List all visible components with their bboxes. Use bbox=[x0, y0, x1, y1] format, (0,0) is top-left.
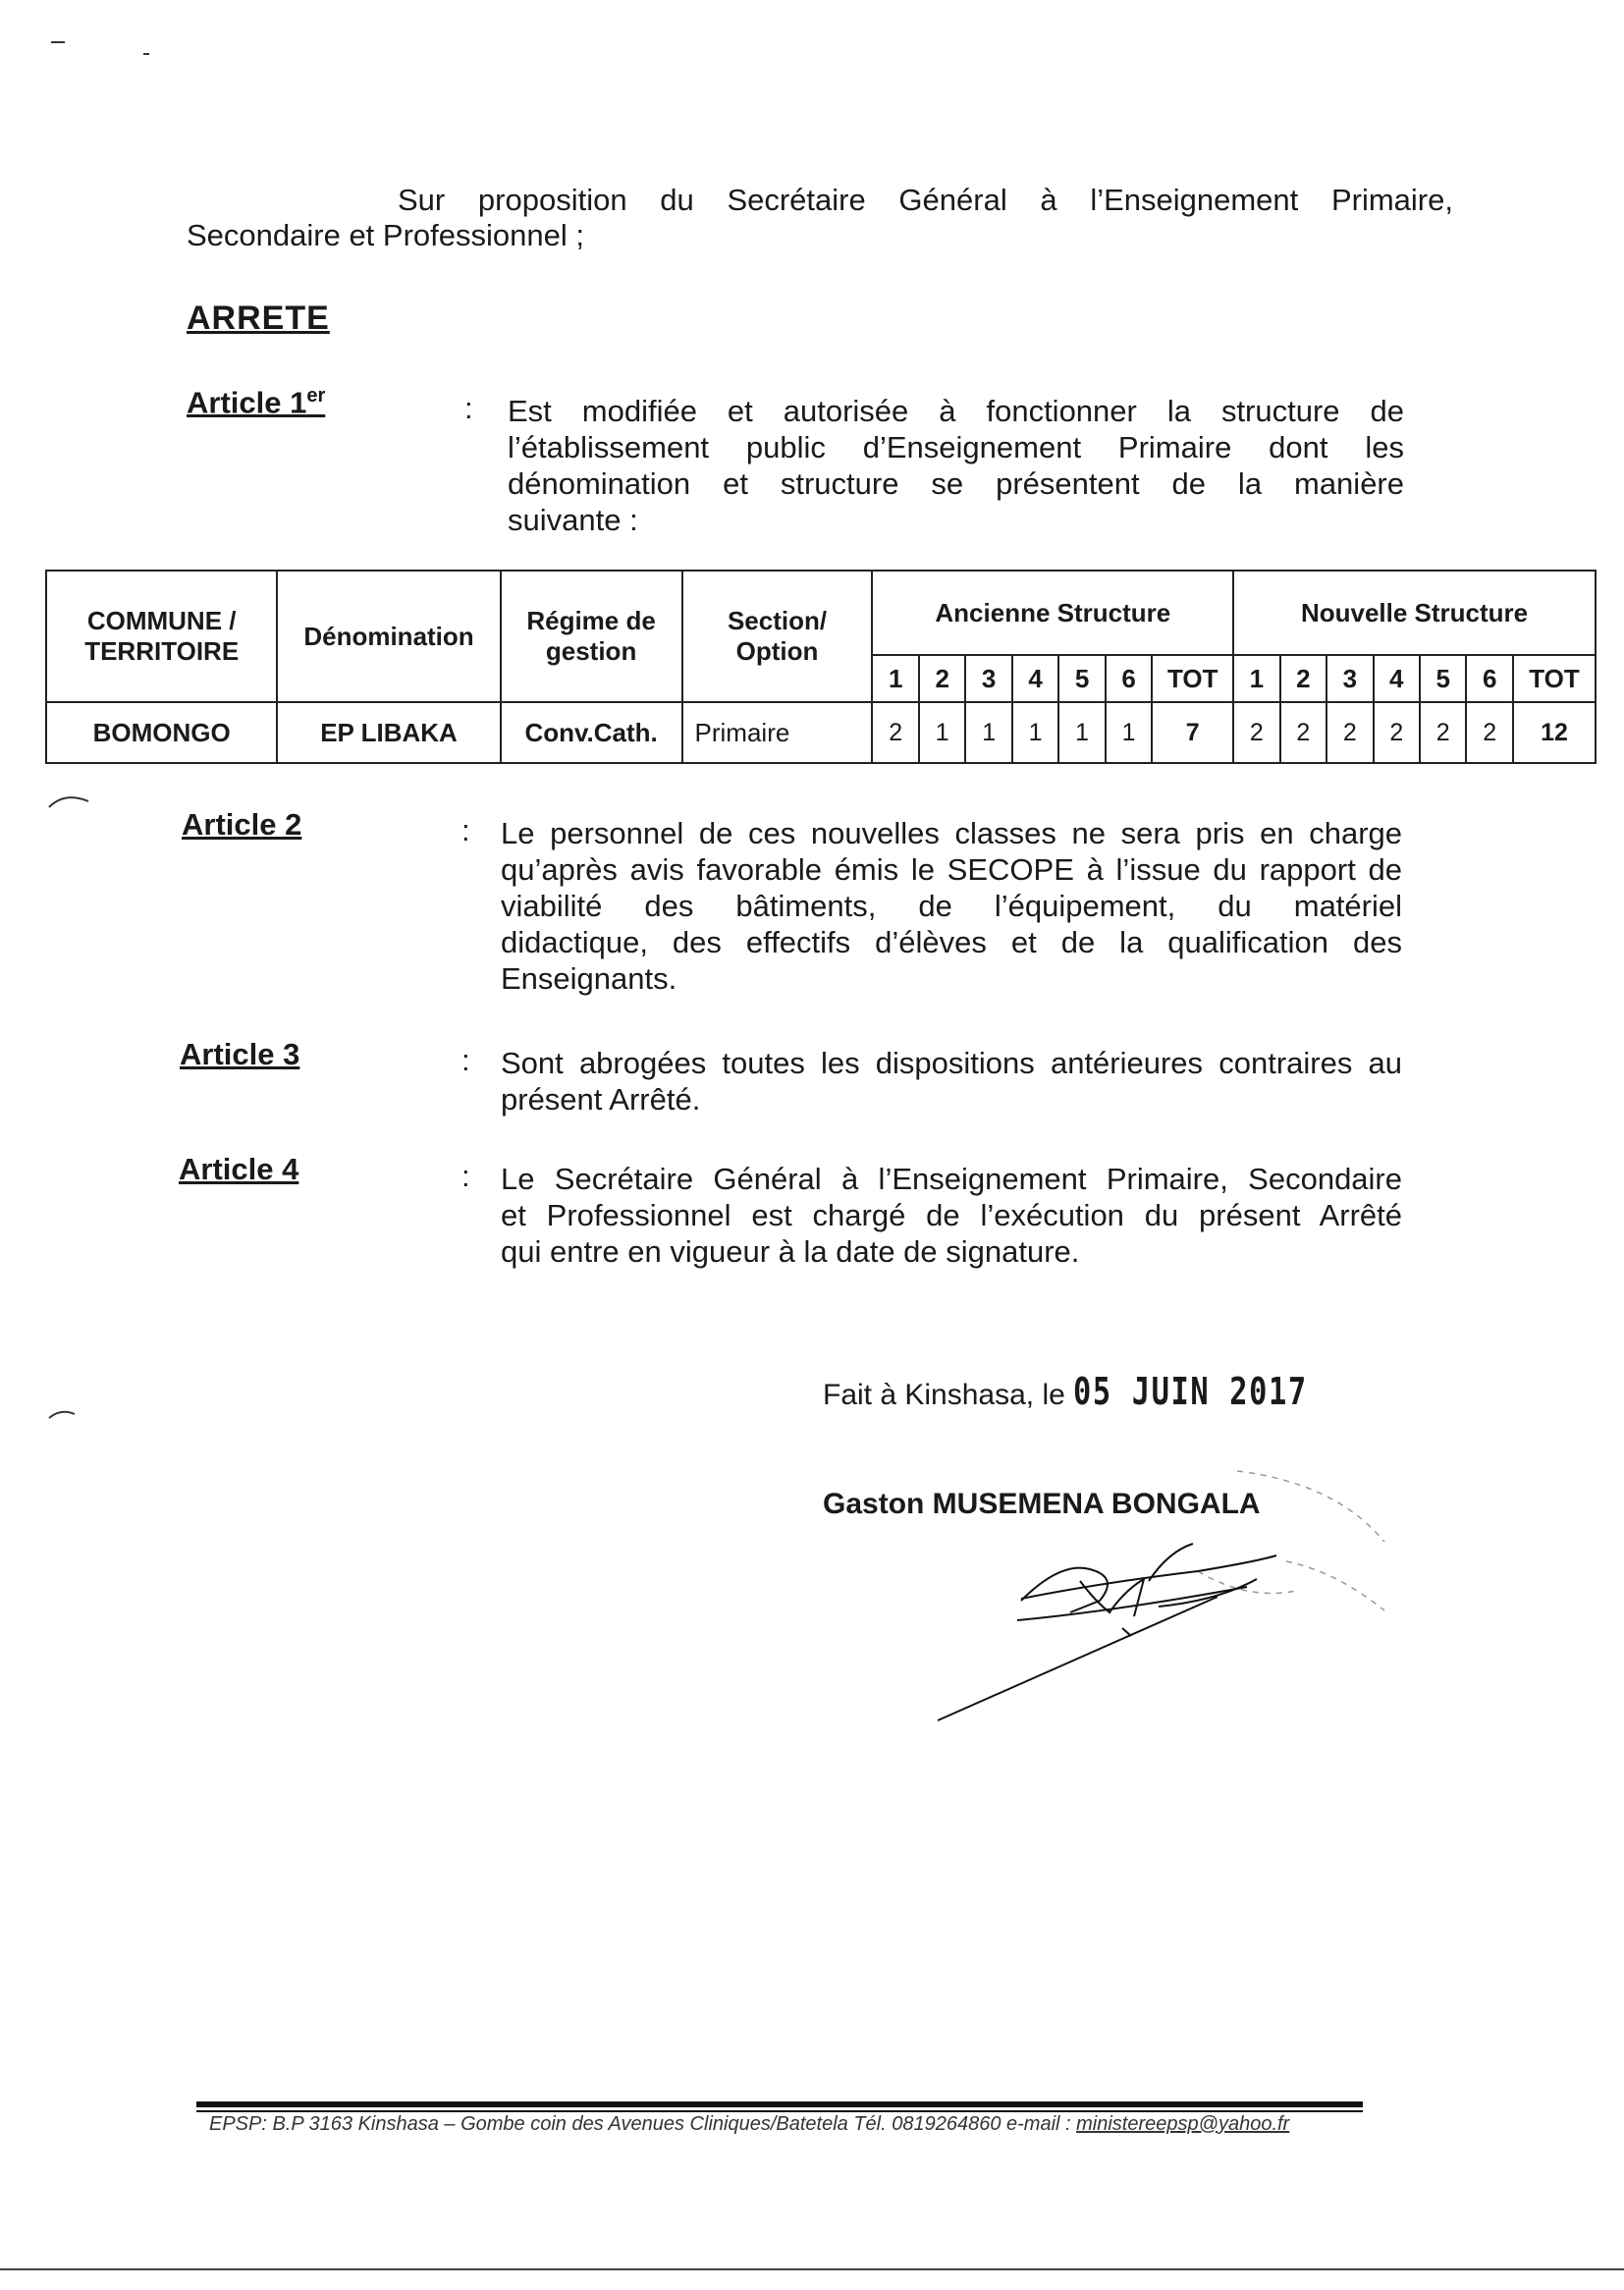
cell-denomination: EP LIBAKA bbox=[277, 702, 500, 763]
article-1-line: dénomination et structure se présentent de la manière bbox=[508, 466, 1404, 501]
article-3-text bbox=[501, 1045, 1402, 1118]
signature-graphic bbox=[923, 1453, 1453, 1738]
article-4-label: Article 4 bbox=[179, 1152, 299, 1186]
grade-header: 2 bbox=[1280, 655, 1326, 702]
article-4-colon: : bbox=[461, 1159, 470, 1193]
footer-email: ministereepsp@yahoo.fr bbox=[1076, 2113, 1290, 2135]
cell-nouvelle: 2 bbox=[1374, 702, 1420, 763]
cell-nouvelle: 2 bbox=[1233, 702, 1279, 763]
grade-header: 1 bbox=[872, 655, 918, 702]
article-3-line: Sont abrogées toutes les dispositions antérieures contraires au bbox=[501, 1046, 1402, 1080]
place-text: Fait à Kinshasa, le bbox=[823, 1379, 1065, 1411]
article-1-text bbox=[508, 393, 1404, 538]
grade-header: 4 bbox=[1374, 655, 1420, 702]
cell-ancienne: 1 bbox=[1012, 702, 1058, 763]
cell-ancienne: 1 bbox=[919, 702, 965, 763]
grade-header: 6 bbox=[1106, 655, 1152, 702]
article-3-label: Article 3 bbox=[180, 1037, 300, 1071]
page-edge-rule bbox=[0, 2268, 1624, 2270]
article-2-line: didactique, des effectifs d’élèves et de la qualification des bbox=[501, 925, 1402, 959]
article-1-line: suivante : bbox=[508, 503, 638, 537]
article-2-line: viabilité des bâtiments, de l’équipement, du matériel bbox=[501, 889, 1402, 923]
intro-line-1: Sur proposition du Secrétaire Général à l’Enseignement Primaire, bbox=[398, 183, 1453, 217]
article-2-text bbox=[501, 815, 1402, 997]
article-2-line: Le personnel de ces nouvelles classes ne sera pris en charge bbox=[501, 816, 1402, 850]
grade-header: 2 bbox=[919, 655, 965, 702]
header-denomination: Dénomination bbox=[277, 571, 500, 702]
cell-ancienne-total: 7 bbox=[1152, 702, 1233, 763]
cell-nouvelle: 2 bbox=[1280, 702, 1326, 763]
place-date-line bbox=[823, 1370, 1367, 1413]
scan-mark bbox=[143, 53, 149, 55]
scan-mark bbox=[51, 41, 65, 43]
footer-address bbox=[209, 2113, 1289, 2136]
article-1-line: Est modifiée et autorisée à fonctionner la structure de bbox=[508, 394, 1404, 428]
header-regime: Régime de gestion bbox=[501, 571, 682, 702]
article-1-label: Article 1er bbox=[187, 385, 326, 420]
total-header: TOT bbox=[1152, 655, 1233, 702]
grade-header: 1 bbox=[1233, 655, 1279, 702]
header-nouvelle-structure: Nouvelle Structure bbox=[1233, 571, 1596, 655]
article-2-line: Enseignants. bbox=[501, 961, 677, 996]
article-4-text bbox=[501, 1161, 1402, 1270]
grade-header: 4 bbox=[1012, 655, 1058, 702]
article-1-colon: : bbox=[464, 391, 473, 425]
intro-paragraph bbox=[187, 183, 1453, 253]
grade-header: 6 bbox=[1466, 655, 1512, 702]
intro-line-2: Secondaire et Professionnel ; bbox=[187, 218, 584, 252]
cell-ancienne: 1 bbox=[965, 702, 1011, 763]
article-4-line: qui entre en vigueur à la date de signature. bbox=[501, 1234, 1080, 1269]
cell-commune: BOMONGO bbox=[46, 702, 277, 763]
grade-header: 3 bbox=[1326, 655, 1373, 702]
structure-table bbox=[45, 570, 1597, 764]
cell-ancienne: 1 bbox=[1058, 702, 1105, 763]
article-2-line: qu’après avis favorable émis le SECOPE à l’issue du rapport de bbox=[501, 852, 1402, 887]
cell-nouvelle-total: 12 bbox=[1513, 702, 1596, 763]
cell-ancienne: 2 bbox=[872, 702, 918, 763]
signer-name: Gaston MUSEMENA BONGALA bbox=[823, 1488, 1261, 1520]
article-4-line: Le Secrétaire Général à l’Enseignement Primaire, Secondaire bbox=[501, 1162, 1402, 1196]
margin-mark bbox=[47, 1406, 77, 1422]
footer-rule bbox=[196, 2110, 1363, 2112]
margin-mark bbox=[47, 790, 92, 811]
cell-nouvelle: 2 bbox=[1466, 702, 1512, 763]
footer-text: EPSP: B.P 3163 Kinshasa – Gombe coin des Avenues Cliniques/Batetela Tél. 0819264860 e-mail : bbox=[209, 2113, 1071, 2135]
article-4-line: et Professionnel est chargé de l’exécution du présent Arrêté bbox=[501, 1198, 1402, 1232]
table-row bbox=[46, 702, 1596, 763]
cell-ancienne: 1 bbox=[1106, 702, 1152, 763]
header-section: Section/ Option bbox=[682, 571, 873, 702]
grade-header: 5 bbox=[1420, 655, 1466, 702]
cell-section: Primaire bbox=[682, 702, 873, 763]
article-2-colon: : bbox=[461, 813, 470, 847]
total-header: TOT bbox=[1513, 655, 1596, 702]
article-2-label: Article 2 bbox=[182, 807, 302, 842]
arrete-heading: ARRETE bbox=[187, 300, 330, 337]
article-3-colon: : bbox=[461, 1043, 470, 1077]
header-commune: COMMUNE / TERRITOIRE bbox=[46, 571, 277, 702]
footer-rule bbox=[196, 2101, 1363, 2107]
date-stamp: 05 JUIN 2017 bbox=[1073, 1370, 1308, 1413]
grade-header: 3 bbox=[965, 655, 1011, 702]
cell-nouvelle: 2 bbox=[1420, 702, 1466, 763]
cell-nouvelle: 2 bbox=[1326, 702, 1373, 763]
article-3-line: présent Arrêté. bbox=[501, 1082, 701, 1117]
cell-regime: Conv.Cath. bbox=[501, 702, 682, 763]
grade-header: 5 bbox=[1058, 655, 1105, 702]
header-ancienne-structure: Ancienne Structure bbox=[872, 571, 1233, 655]
article-1-line: l’établissement public d’Enseignement Primaire dont les bbox=[508, 430, 1404, 464]
